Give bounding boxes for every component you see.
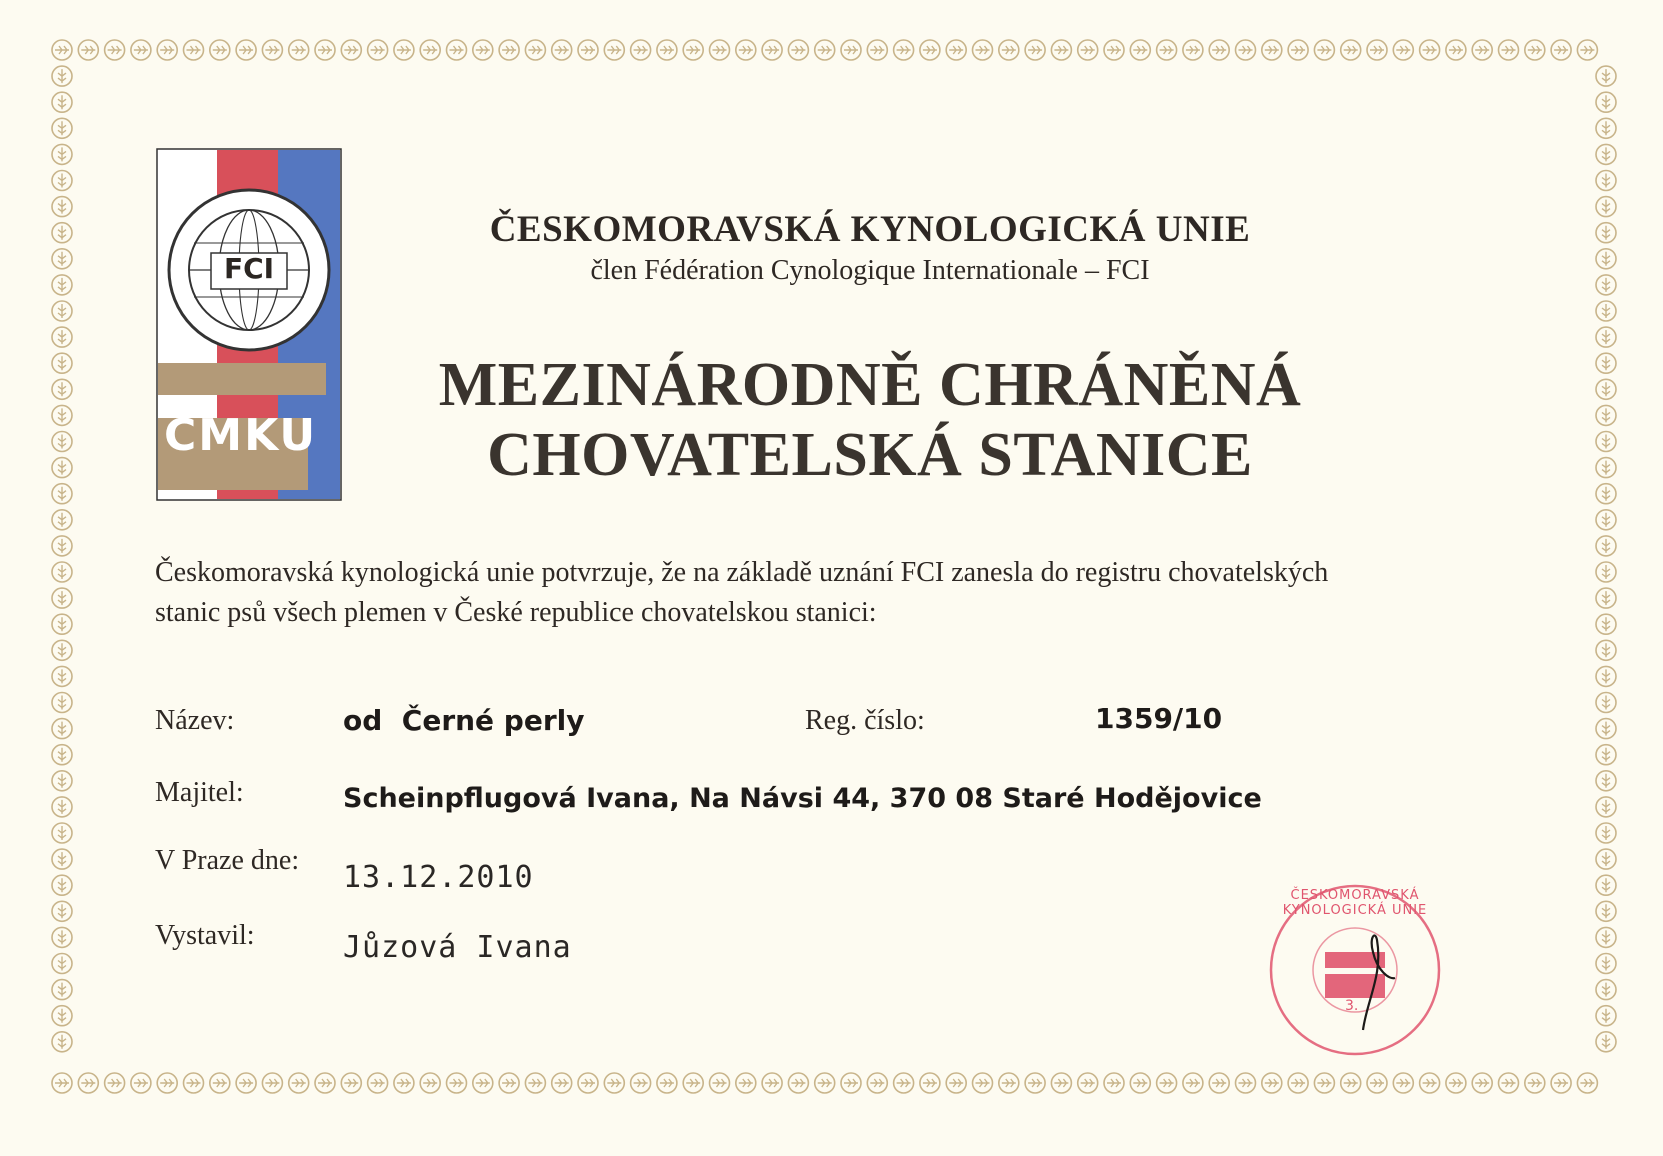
border-leaf-ornament <box>1051 40 1071 60</box>
border-leaf-ornament <box>1596 379 1616 399</box>
border-leaf-ornament <box>52 249 72 269</box>
border-leaf-ornament <box>1596 66 1616 86</box>
border-leaf-ornament <box>1596 980 1616 1000</box>
border-leaf-ornament <box>368 40 388 60</box>
border-leaf-ornament <box>1596 901 1616 921</box>
border-leaf-ornament <box>473 1073 493 1093</box>
border-leaf-ornament <box>1596 719 1616 739</box>
border-leaf-ornament <box>262 40 282 60</box>
border-leaf-ornament <box>1596 275 1616 295</box>
border-leaf-ornament <box>52 771 72 791</box>
border-leaf-ornament <box>52 171 72 191</box>
border-leaf-ornament <box>1596 223 1616 243</box>
cmku-block-left <box>158 363 208 395</box>
border-leaf-ornament <box>52 484 72 504</box>
border-leaf-ornament <box>1262 40 1282 60</box>
border-leaf-ornament <box>52 927 72 947</box>
border-leaf-ornament <box>683 40 703 60</box>
org-name: ČESKOMORAVSKÁ KYNOLOGICKÁ UNIE <box>489 209 1251 250</box>
border-leaf-ornament <box>1596 588 1616 608</box>
border-leaf-ornament <box>105 1073 125 1093</box>
border-leaf-ornament <box>1596 484 1616 504</box>
border-leaf-ornament <box>1157 40 1177 60</box>
border-leaf-ornament <box>1078 1073 1098 1093</box>
border-leaf-ornament <box>499 40 519 60</box>
border-leaf-ornament <box>236 1073 256 1093</box>
border-leaf-ornament <box>52 92 72 112</box>
border-leaf-ornament <box>1596 327 1616 347</box>
border-leaf-ornament <box>894 1073 914 1093</box>
border-leaf-ornament <box>1596 1032 1616 1052</box>
border-leaf-ornament <box>52 405 72 425</box>
border-leaf-ornament <box>184 40 204 60</box>
border-leaf-ornament <box>1183 1073 1203 1093</box>
border-leaf-ornament <box>52 1006 72 1026</box>
border-leaf-ornament <box>131 40 151 60</box>
border-leaf-ornament <box>1472 1073 1492 1093</box>
border-leaf-ornament <box>578 1073 598 1093</box>
border-leaf-ornament <box>1596 405 1616 425</box>
border-leaf-ornament <box>1596 171 1616 191</box>
border-leaf-ornament <box>262 1073 282 1093</box>
border-leaf-ornament <box>1596 797 1616 817</box>
border-leaf-ornament <box>52 980 72 1000</box>
border-leaf-ornament <box>52 693 72 713</box>
border-leaf-ornament <box>52 588 72 608</box>
border-leaf-ornament <box>1596 458 1616 478</box>
border-leaf-ornament <box>920 40 940 60</box>
border-leaf-ornament <box>1596 432 1616 452</box>
border-leaf-ornament <box>394 40 414 60</box>
border-leaf-ornament <box>1420 1073 1440 1093</box>
border-leaf-ornament <box>1262 1073 1282 1093</box>
border-leaf-ornament <box>1596 536 1616 556</box>
border-leaf-ornament <box>78 40 98 60</box>
border-leaf-ornament <box>867 40 887 60</box>
stamp-number: 3. <box>1345 998 1359 1014</box>
owner-label: Majitel: <box>155 777 244 808</box>
border-leaf-ornament <box>1130 1073 1150 1093</box>
border-leaf-ornament <box>1596 614 1616 634</box>
title-line-2: CHOVATELSKÁ STANICE <box>487 421 1253 489</box>
border-leaf-ornament <box>1596 823 1616 843</box>
border-leaf-ornament <box>447 40 467 60</box>
border-leaf-ornament <box>1577 40 1597 60</box>
border-leaf-ornament <box>210 40 230 60</box>
border-leaf-ornament <box>841 1073 861 1093</box>
border-leaf-ornament <box>52 745 72 765</box>
border-leaf-ornament <box>52 379 72 399</box>
border-leaf-ornament <box>52 327 72 347</box>
date-label: V Praze dne: <box>155 845 300 876</box>
border-leaf-ornament <box>1446 40 1466 60</box>
border-leaf-ornament <box>736 40 756 60</box>
border-leaf-ornament <box>1288 1073 1308 1093</box>
border-leaf-ornament <box>762 1073 782 1093</box>
border-leaf-ornament <box>315 40 335 60</box>
intro-paragraph <box>155 553 1535 633</box>
border-leaf-ornament <box>1130 40 1150 60</box>
border-leaf-ornament <box>1596 954 1616 974</box>
border-leaf-ornament <box>1367 1073 1387 1093</box>
border-leaf-ornament <box>1596 693 1616 713</box>
border-leaf-ornament <box>1551 1073 1571 1093</box>
border-leaf-ornament <box>52 849 72 869</box>
border-leaf-ornament <box>1051 1073 1071 1093</box>
border-leaf-ornament <box>999 40 1019 60</box>
border-leaf-ornament <box>52 875 72 895</box>
border-leaf-ornament <box>631 1073 651 1093</box>
border-leaf-ornament <box>1596 771 1616 791</box>
border-leaf-ornament <box>210 1073 230 1093</box>
reg-label: Reg. číslo: <box>805 705 925 736</box>
border-leaf-ornament <box>552 40 572 60</box>
border-leaf-ornament <box>1596 301 1616 321</box>
border-leaf-ornament <box>999 1073 1019 1093</box>
border-leaf-ornament <box>52 144 72 164</box>
border-leaf-ornament <box>1596 640 1616 660</box>
border-leaf-ornament <box>157 1073 177 1093</box>
border-leaf-ornament <box>52 1073 72 1093</box>
border-leaf-ornament <box>52 301 72 321</box>
border-leaf-ornament <box>78 1073 98 1093</box>
border-leaf-ornament <box>552 1073 572 1093</box>
official-stamp <box>1265 880 1445 1060</box>
logo <box>156 148 342 501</box>
border-leaf-ornament <box>815 1073 835 1093</box>
border-leaf-ornament <box>420 1073 440 1093</box>
org-member: člen Fédération Cynologique Internationale – FCI <box>590 255 1150 286</box>
border-leaf-ornament <box>157 40 177 60</box>
border-leaf-ornament <box>1596 510 1616 530</box>
intro-line-2: stanic psů všech plemen v České republice chovatelskou stanici: <box>155 597 877 628</box>
date-value: 13.12.2010 <box>343 860 534 895</box>
border-leaf-ornament <box>1596 92 1616 112</box>
border-leaf-ornament <box>368 1073 388 1093</box>
border-leaf-ornament <box>894 40 914 60</box>
title-line-1: MEZINÁRODNĚ CHRÁNĚNÁ <box>438 351 1302 419</box>
border-leaf-ornament <box>184 1073 204 1093</box>
border-leaf-ornament <box>1525 40 1545 60</box>
border-leaf-ornament <box>52 275 72 295</box>
border-leaf-ornament <box>1596 927 1616 947</box>
border-leaf-ornament <box>289 1073 309 1093</box>
border-leaf-ornament <box>631 40 651 60</box>
border-leaf-ornament <box>131 1073 151 1093</box>
border-leaf-ornament <box>1525 1073 1545 1093</box>
border-leaf-ornament <box>52 536 72 556</box>
border-leaf-ornament <box>525 1073 545 1093</box>
border-leaf-ornament <box>52 954 72 974</box>
border-leaf-ornament <box>841 40 861 60</box>
border-leaf-ornament <box>52 901 72 921</box>
intro-line-1: Českomoravská kynologická unie potvrzuje, že na základě uznání FCI zanesla do registru chovatelských <box>155 557 1329 588</box>
cmku-brand-text: ČMKU <box>164 410 318 461</box>
border-leaf-ornament <box>289 40 309 60</box>
border-leaf-ornament <box>1596 353 1616 373</box>
border-leaf-ornament <box>788 1073 808 1093</box>
document-title <box>340 350 1400 490</box>
issuer-label: Vystavil: <box>155 920 255 951</box>
border-leaf-ornament <box>1393 40 1413 60</box>
reg-value: 1359/10 <box>1095 702 1223 735</box>
border-leaf-ornament <box>815 40 835 60</box>
border-leaf-ornament <box>52 510 72 530</box>
border-leaf-ornament <box>973 40 993 60</box>
border-leaf-ornament <box>1577 1073 1597 1093</box>
border-leaf-ornament <box>788 40 808 60</box>
border-leaf-ornament <box>1596 875 1616 895</box>
border-leaf-ornament <box>1183 40 1203 60</box>
border-leaf-ornament <box>1596 144 1616 164</box>
border-leaf-ornament <box>525 40 545 60</box>
border-leaf-ornament <box>1314 1073 1334 1093</box>
border-leaf-ornament <box>52 66 72 86</box>
border-leaf-ornament <box>1209 1073 1229 1093</box>
border-leaf-ornament <box>52 40 72 60</box>
border-leaf-ornament <box>1341 40 1361 60</box>
border-leaf-ornament <box>52 458 72 478</box>
border-leaf-ornament <box>1025 1073 1045 1093</box>
border-leaf-ornament <box>52 666 72 686</box>
border-leaf-ornament <box>52 719 72 739</box>
border-leaf-ornament <box>710 1073 730 1093</box>
border-leaf-ornament <box>657 40 677 60</box>
border-leaf-ornament <box>946 40 966 60</box>
border-leaf-ornament <box>736 1073 756 1093</box>
name-value: od Černé perly <box>343 704 585 737</box>
border-leaf-ornament <box>394 1073 414 1093</box>
border-leaf-ornament <box>52 640 72 660</box>
border-leaf-ornament <box>341 1073 361 1093</box>
border-leaf-ornament <box>1078 40 1098 60</box>
border-leaf-ornament <box>867 1073 887 1093</box>
border-leaf-ornament <box>710 40 730 60</box>
border-leaf-ornament <box>1104 1073 1124 1093</box>
border-leaf-ornament <box>52 223 72 243</box>
border-leaf-ornament <box>447 1073 467 1093</box>
border-leaf-ornament <box>920 1073 940 1093</box>
stamp-ring-text: ČESKOMORAVSKÁ KYNOLOGICKÁ UNIE <box>1282 888 1428 918</box>
border-leaf-ornament <box>473 40 493 60</box>
border-leaf-ornament <box>946 1073 966 1093</box>
border-leaf-ornament <box>578 40 598 60</box>
border-leaf-ornament <box>52 432 72 452</box>
border-leaf-ornament <box>1393 1073 1413 1093</box>
border-leaf-ornament <box>1596 249 1616 269</box>
border-leaf-ornament <box>52 823 72 843</box>
border-leaf-ornament <box>341 40 361 60</box>
border-leaf-ornament <box>52 197 72 217</box>
border-leaf-ornament <box>1209 40 1229 60</box>
issuer-value: Jůzová Ivana <box>343 930 572 965</box>
fci-center-text: FCI <box>223 252 275 285</box>
border-leaf-ornament <box>1472 40 1492 60</box>
border-leaf-ornament <box>52 1032 72 1052</box>
border-leaf-ornament <box>315 1073 335 1093</box>
border-leaf-ornament <box>1596 1006 1616 1026</box>
border-leaf-ornament <box>1596 562 1616 582</box>
border-leaf-ornament <box>1288 40 1308 60</box>
border-leaf-ornament <box>105 40 125 60</box>
border-leaf-ornament <box>1596 745 1616 765</box>
border-leaf-ornament <box>1596 118 1616 138</box>
name-label: Název: <box>155 705 235 736</box>
border-leaf-ornament <box>1157 1073 1177 1093</box>
border-leaf-ornament <box>420 40 440 60</box>
border-leaf-ornament <box>1596 849 1616 869</box>
owner-value: Scheinpflugová Ivana, Na Návsi 44, 370 08 Staré Hodějovice <box>343 783 1262 814</box>
border-leaf-ornament <box>1596 197 1616 217</box>
border-leaf-ornament <box>1499 1073 1519 1093</box>
border-leaf-ornament <box>1025 40 1045 60</box>
border-leaf-ornament <box>1341 1073 1361 1093</box>
border-leaf-ornament <box>236 40 256 60</box>
border-leaf-ornament <box>1446 1073 1466 1093</box>
border-leaf-ornament <box>604 1073 624 1093</box>
border-leaf-ornament <box>1104 40 1124 60</box>
border-leaf-ornament <box>604 40 624 60</box>
border-leaf-ornament <box>1367 40 1387 60</box>
border-leaf-ornament <box>1420 40 1440 60</box>
border-leaf-ornament <box>657 1073 677 1093</box>
border-leaf-ornament <box>52 562 72 582</box>
border-leaf-ornament <box>973 1073 993 1093</box>
border-leaf-ornament <box>1314 40 1334 60</box>
border-leaf-ornament <box>1499 40 1519 60</box>
border-leaf-ornament <box>52 118 72 138</box>
border-leaf-ornament <box>52 797 72 817</box>
border-leaf-ornament <box>1236 40 1256 60</box>
border-leaf-ornament <box>52 614 72 634</box>
border-leaf-ornament <box>683 1073 703 1093</box>
border-leaf-ornament <box>1596 666 1616 686</box>
border-leaf-ornament <box>762 40 782 60</box>
border-leaf-ornament <box>499 1073 519 1093</box>
border-leaf-ornament <box>1236 1073 1256 1093</box>
border-leaf-ornament <box>52 353 72 373</box>
border-leaf-ornament <box>1551 40 1571 60</box>
